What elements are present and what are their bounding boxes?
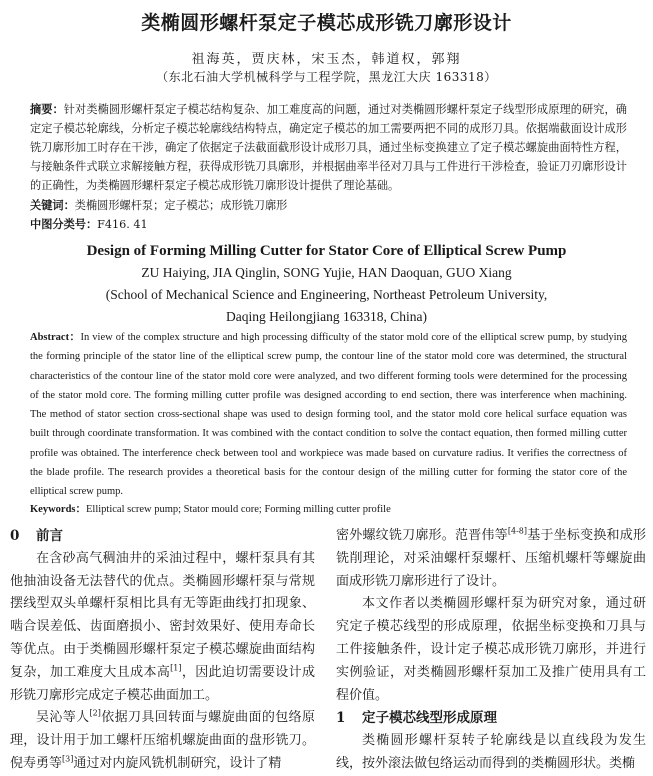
keywords-label-cn: 关键词： [30, 198, 75, 212]
abstract-label-en: Abstract： [30, 332, 81, 343]
paragraph [336, 593, 646, 707]
paragraph-text: 本文作者以类椭圆形螺杆泵为研究对象，通过研究定子模芯线型的形成原理，依据坐标变换和刀具与工件接触条件，设计定子模芯成形铣刀廓形，并进行实例验证，对类椭圆形螺杆泵加工及推广使用具有工程价值。 [336, 596, 646, 703]
classification-number: F416. 41 [97, 218, 148, 231]
keywords-text-en: Elliptical screw pump; Stator mould core; Forming milling cutter profile [86, 504, 391, 515]
paragraph [336, 730, 646, 776]
keywords-en [30, 500, 627, 519]
citation[interactable]: [2] [89, 709, 101, 719]
keywords-text-cn: 类椭圆形螺杆泵；定子模芯；成形铣刀廓形 [74, 199, 288, 212]
paragraph-text: 在含砂高气稠油井的采油过程中，螺杆泵具有其他抽油设备无法替代的优点。类椭圆形螺杆泵与常规摆线型双头单螺杆泵相比具有无等距曲线打扣现象、啮合误差低、齿面磨损小、密封效果好、使用寿命长等优点。由于类椭圆形螺杆泵定子模芯螺旋曲面结构复杂，加工难度大且成本高 [10, 550, 315, 680]
keywords-label-en: Keywords： [30, 504, 86, 515]
citation[interactable]: [3] [62, 754, 74, 764]
paragraph-text: 密外螺纹铣刀廓形。范晋伟等 [336, 528, 508, 543]
section-title: 前言 [36, 528, 63, 544]
paragraph-text: 基于坐标变换和成形铣削理论，对采油螺杆泵螺杆、压缩机螺杆等螺旋曲面成形铣刀廓形进行了设计。 [336, 528, 646, 589]
body-column-right [336, 525, 646, 776]
paper-title-cn: 类椭圆形螺杆泵定子模芯成形铣刀廓形设计 [141, 12, 512, 34]
section-heading-0 [10, 525, 315, 548]
citation[interactable]: [1] [170, 663, 182, 673]
abstract-text-cn: 针对类椭圆形螺杆泵定子模芯结构复杂、加工难度高的问题，通过对类椭圆形螺杆泵定子线型形成原理的研究，确定定子模芯轮廓线，分析定子模芯轮廓线结构特点，确定定子模芯的加工需要两把不同的成形刀具。依据端截面设计成形铣刀廓形加工时存在干涉，确定了依据定子法截面截形设计成形刀具，通过坐标变换建立了定子模芯螺旋曲面特性方程，与接触条件式联立求解接触方程，获得成形铣刀具廓形，并根据曲率半径对刀具与工件进行干涉检查，验证刀刃廓形设计的正确性，为类椭圆形螺杆泵定子模芯成形铣刀廓形设计提供了理论基础。 [30, 103, 627, 192]
paper-title-en: Design of Forming Milling Cutter for Stator Core of Elliptical Screw Pump [86, 243, 567, 259]
paragraph-text: 依据刀具回转面与螺旋曲面的包络原理，设计用于加工螺杆压缩机螺旋曲面的盘形铣刀。倪寿勇等 [10, 710, 315, 771]
section-number: 0 [10, 528, 20, 544]
paragraph [10, 707, 315, 775]
keywords-cn [30, 196, 627, 215]
paragraph-text: 通过对内旋风铣机制研究，设计了精 [73, 755, 282, 771]
abstract-text-en: In view of the complex structure and high processing difficulty of the stator mold core of the elliptical screw pump, by studying the forming principle of the stator line of the elliptical screw pump, the contour line of the stator mold core was determined, the structural characteristics of the contour line of the stator mold core were analyzed, and two different forming tools were determined for the processing of the stator mold core. The forming milling cutter profile was designed according to end section, there was interference when machining. The method of stator section cross-sectional shape was used to design forming tool, and the stator mold core helical surface equation was built through coordinate transformation. It was combined with the contact condition to solve the contact equation, then formed milling cutter profile was obtained. The interference check between tool and workpiece was made based on curvature radius. It verifies the correctness of the blade profile. The research provides a theoretical basis for the contour design of the milling cutter for forming the stator core of the elliptical screw pump. [30, 332, 627, 498]
authors-cn: 祖海英，贾庆林，宋玉杰，韩道权，郭翔 [191, 52, 462, 67]
paragraph [336, 525, 646, 593]
classification-cn [30, 215, 627, 234]
affiliation-cn: （东北石油大学机械科学与工程学院，黑龙江大庆 163318） [156, 70, 497, 84]
paragraph [10, 548, 315, 708]
body-column-left [10, 525, 315, 776]
section-number: 1 [336, 710, 346, 727]
citation[interactable]: [4-8] [507, 526, 527, 536]
classification-label: 中图分类号： [30, 217, 98, 231]
authors-en: ZU Haiying, JIA Qinglin, SONG Yujie, HAN Daoquan, GUO Xiang [141, 265, 512, 280]
abstract-cn [30, 100, 627, 195]
section-heading-1 [336, 707, 646, 730]
abstract-label-cn: 摘要： [30, 102, 64, 116]
abstract-en [30, 328, 627, 502]
paragraph-text: 吴沁等人 [36, 710, 90, 726]
paragraph-text: ，因此迫切需要设计成形铣刀廓形完成定子模芯曲面加工。 [10, 664, 315, 703]
paragraph-text: 类椭圆形螺杆泵转子轮廓线是以直线段为发生线，按外滚法做包络运动而得到的类椭圆形状。类椭 [336, 733, 646, 771]
affiliation-en-line2: Daqing Heilongjiang 163318, China) [226, 309, 427, 324]
affiliation-en-line1: (School of Mechanical Science and Engineering, Northeast Petroleum University, [105, 287, 548, 302]
section-title: 定子模芯线型形成原理 [362, 710, 497, 727]
